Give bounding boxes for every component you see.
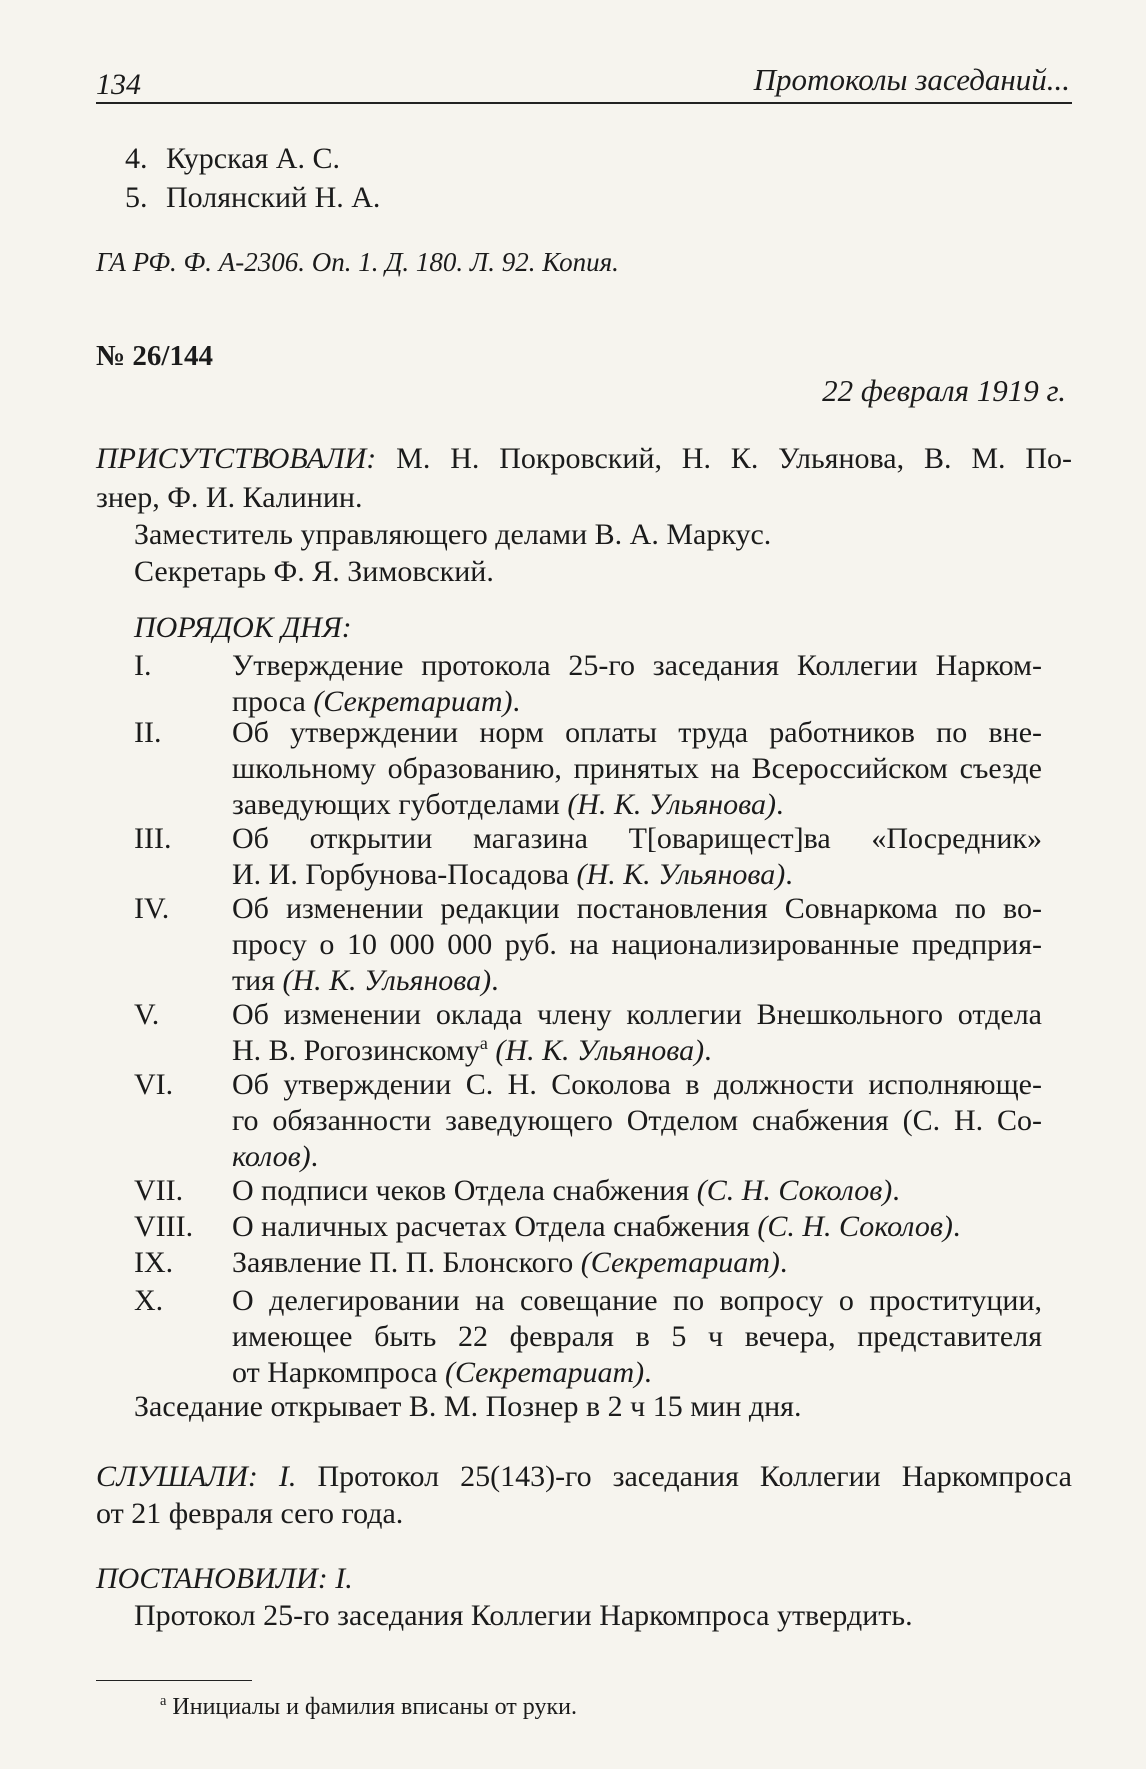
agenda-item-speaker: (С. Н. Соколов) xyxy=(696,1174,893,1207)
agenda-item xyxy=(232,715,1042,823)
agenda-item-text: тия xyxy=(232,964,283,997)
page-number: 134 xyxy=(96,68,141,101)
agenda-item-speaker: (Н. К. Ульянова) xyxy=(576,858,786,891)
agenda-item-number: II. xyxy=(134,716,162,749)
list-item-number: 5. xyxy=(125,181,148,214)
agenda-item-line: Об изменении редакции постановления Совнаркома по во- xyxy=(232,892,1042,925)
agenda-item xyxy=(232,1067,1042,1175)
agenda-item-line: просу о 10 000 000 руб. на национализированные предприя- xyxy=(232,928,1042,961)
agenda-item-text: О подписи чеков Отдела снабжения xyxy=(232,1174,697,1207)
heard-line-2: от 21 февраля сего года. xyxy=(96,1497,404,1530)
agenda-item-text: О наличных расчетах Отдела снабжения xyxy=(232,1210,758,1243)
agenda-item-number: X. xyxy=(134,1284,164,1317)
agenda-item-end: . xyxy=(704,1034,712,1067)
agenda-item-line: имеющее быть 22 февраля в 5 ч вечера, представителя xyxy=(232,1320,1042,1353)
heard-text: Протокол 25(143)-го заседания Коллегии Наркомпроса xyxy=(317,1460,1073,1493)
agenda-item-speaker: (С. Н. Соколов) xyxy=(757,1210,953,1243)
agenda-item-speaker: (Н. К. Ульянова) xyxy=(282,964,492,997)
heard-label: СЛУШАЛИ: I. xyxy=(96,1460,297,1493)
agenda-item-number: VII. xyxy=(134,1174,184,1207)
list-item: Курская А. С. xyxy=(166,142,340,175)
agenda-label: ПОРЯДОК ДНЯ: xyxy=(134,611,352,644)
agenda-item-text: заведующих губотделами xyxy=(232,788,568,821)
agenda-item-text: Н. В. Рогозинскому xyxy=(232,1034,480,1067)
secretary: Секретарь Ф. Я. Зимовский. xyxy=(134,555,494,588)
agenda-item-line: О делегировании на совещание по вопросу о проституции, xyxy=(232,1284,1042,1317)
archive-reference: ГА РФ. Ф. А-2306. Оп. 1. Д. 180. Л. 92. Копия. xyxy=(96,247,619,277)
agenda-item-line: Об утверждении норм оплаты труда работников по вне- xyxy=(232,716,1042,749)
agenda-item-text: от Наркомпроса xyxy=(232,1356,445,1389)
agenda-item-number: V. xyxy=(134,998,160,1031)
agenda-item xyxy=(232,821,1042,893)
present-names: М. Н. Покровский, Н. К. Ульянова, В. М. По- xyxy=(396,442,1073,475)
agenda-item-line: Об изменении оклада члену коллегии Внешкольного отдела xyxy=(232,998,1042,1031)
agenda-item xyxy=(232,648,1042,720)
footnote-divider xyxy=(96,1680,252,1681)
agenda-item-line: школьному образованию, принятых на Всероссийском съезде xyxy=(232,752,1042,785)
agenda-item-number: IX. xyxy=(134,1246,174,1279)
agenda-item-end: . xyxy=(892,1174,900,1207)
footnote-marker: а xyxy=(160,1693,167,1709)
list-item: Полянский Н. А. xyxy=(166,181,381,214)
document-number: № 26/144 xyxy=(96,340,213,372)
agenda-item-end: . xyxy=(785,858,793,891)
agenda-item xyxy=(232,1245,1042,1281)
session-opening: Заседание открывает В. М. Познер в 2 ч 15 мин дня. xyxy=(134,1390,802,1423)
agenda-item-speaker: (Н. К. Ульянова) xyxy=(495,1034,705,1067)
agenda-item-speaker: колов) xyxy=(232,1140,311,1173)
running-title: Протоколы заседаний... xyxy=(753,62,1070,97)
footnote-text: Инициалы и фамилия вписаны от руки. xyxy=(172,1694,577,1720)
footnote xyxy=(160,1693,577,1721)
agenda-item-number: VI. xyxy=(134,1068,174,1101)
agenda-item-end: . xyxy=(779,1246,788,1279)
list-item-number: 4. xyxy=(125,142,148,175)
agenda-item xyxy=(232,997,1042,1069)
agenda-item-speaker: (Н. К. Ульянова) xyxy=(567,788,776,821)
present-label: ПРИСУТСТВОВАЛИ: xyxy=(96,442,377,475)
agenda-item xyxy=(232,891,1042,999)
resolved-label: ПОСТАНОВИЛИ: I. xyxy=(96,1562,353,1595)
agenda-item-end: . xyxy=(512,685,520,718)
present-line-1 xyxy=(96,441,1072,477)
agenda-item-end: . xyxy=(310,1140,319,1173)
page-header xyxy=(96,52,1072,104)
agenda-item-text: И. И. Горбунова-Посадова xyxy=(232,858,577,891)
agenda-item-end: . xyxy=(775,788,784,821)
heard-line-1 xyxy=(96,1459,1072,1495)
agenda-item-text: Заявление П. П. Блонского xyxy=(232,1246,581,1279)
agenda-item-text: проса xyxy=(232,685,314,718)
agenda-item-number: III. xyxy=(134,822,172,855)
agenda-item-number: VIII. xyxy=(134,1210,194,1243)
agenda-item-speaker: (Секретариат) xyxy=(580,1246,780,1279)
agenda-item-line: Утверждение протокола 25-го заседания Коллегии Нарком- xyxy=(232,649,1042,682)
agenda-item-line: Об открытии магазина Т[оварищест]ва «Посредник» xyxy=(232,822,1042,855)
agenda-item-line: го обязанности заведующего Отделом снабжения (С. Н. Со- xyxy=(232,1104,1042,1137)
agenda-item xyxy=(232,1209,1042,1245)
agenda-item-speaker: (Секретариат) xyxy=(313,685,513,718)
agenda-item-line: Об утверждении С. Н. Соколова в должности исполняюще- xyxy=(232,1068,1042,1101)
footnote-marker: а xyxy=(479,1033,488,1053)
present-line-2: знер, Ф. И. Калинин. xyxy=(96,481,363,514)
agenda-item-number: I. xyxy=(134,649,152,682)
agenda-item-number: IV. xyxy=(134,892,170,925)
agenda-item-end: . xyxy=(491,964,499,997)
resolved-text: Протокол 25-го заседания Коллегии Наркомпроса утвердить. xyxy=(134,1599,913,1632)
agenda-item-end: . xyxy=(952,1210,961,1243)
agenda-item xyxy=(232,1173,1042,1209)
agenda-item xyxy=(232,1283,1042,1391)
document-date: 22 февраля 1919 г. xyxy=(822,373,1066,408)
agenda-item-end: . xyxy=(644,1356,652,1389)
deputy-manager: Заместитель управляющего делами В. А. Маркус. xyxy=(134,518,772,551)
agenda-item-speaker: (Секретариат) xyxy=(444,1356,645,1389)
